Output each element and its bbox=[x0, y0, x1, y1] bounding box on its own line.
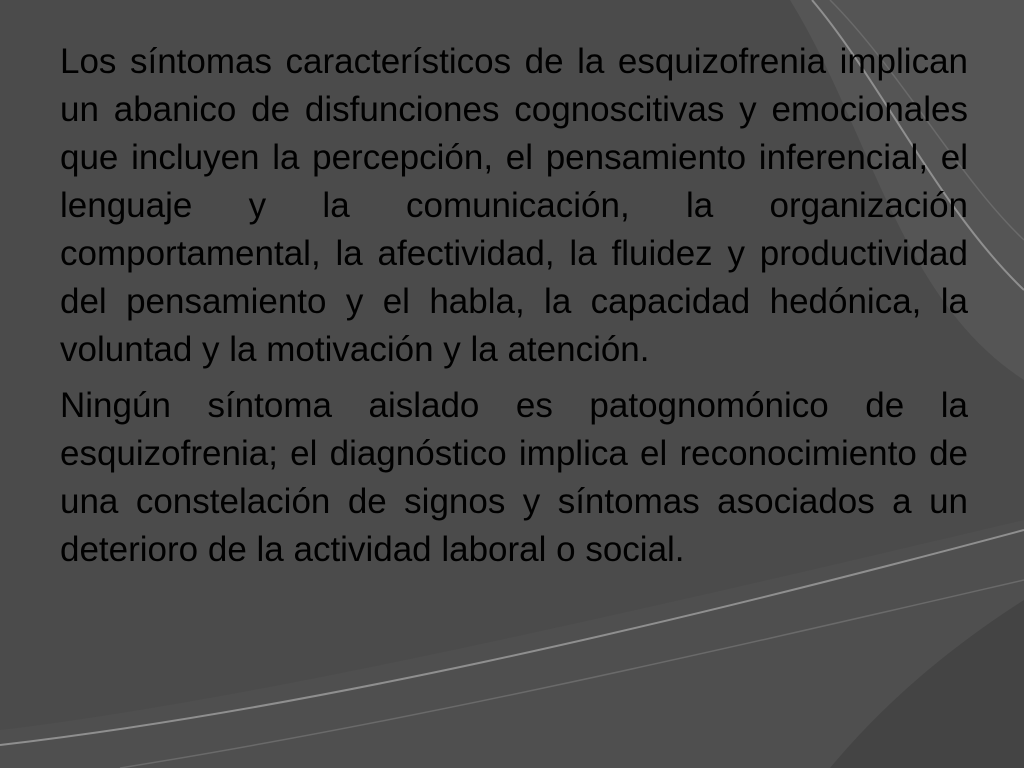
paragraph-symptoms: Los síntomas característicos de la esquizofrenia implican un abanico de disfunciones cognoscitivas y emocionales que incluyen la percepción, el pensamiento inferencial, el lenguaje y la comunicación, la organización comportamental, la afectividad, la fluidez y productividad del pensamiento y el habla, la capacidad hedónica, la voluntad y la motivación y la atención. bbox=[60, 42, 968, 369]
slide-body bbox=[60, 38, 968, 582]
paragraph-diagnosis: Ningún síntoma aislado es patognomónico de la esquizofrenia; el diagnóstico implica el reconocimiento de una constelación de signos y síntomas asociados a un deterioro de la actividad laboral o social. bbox=[60, 386, 968, 569]
